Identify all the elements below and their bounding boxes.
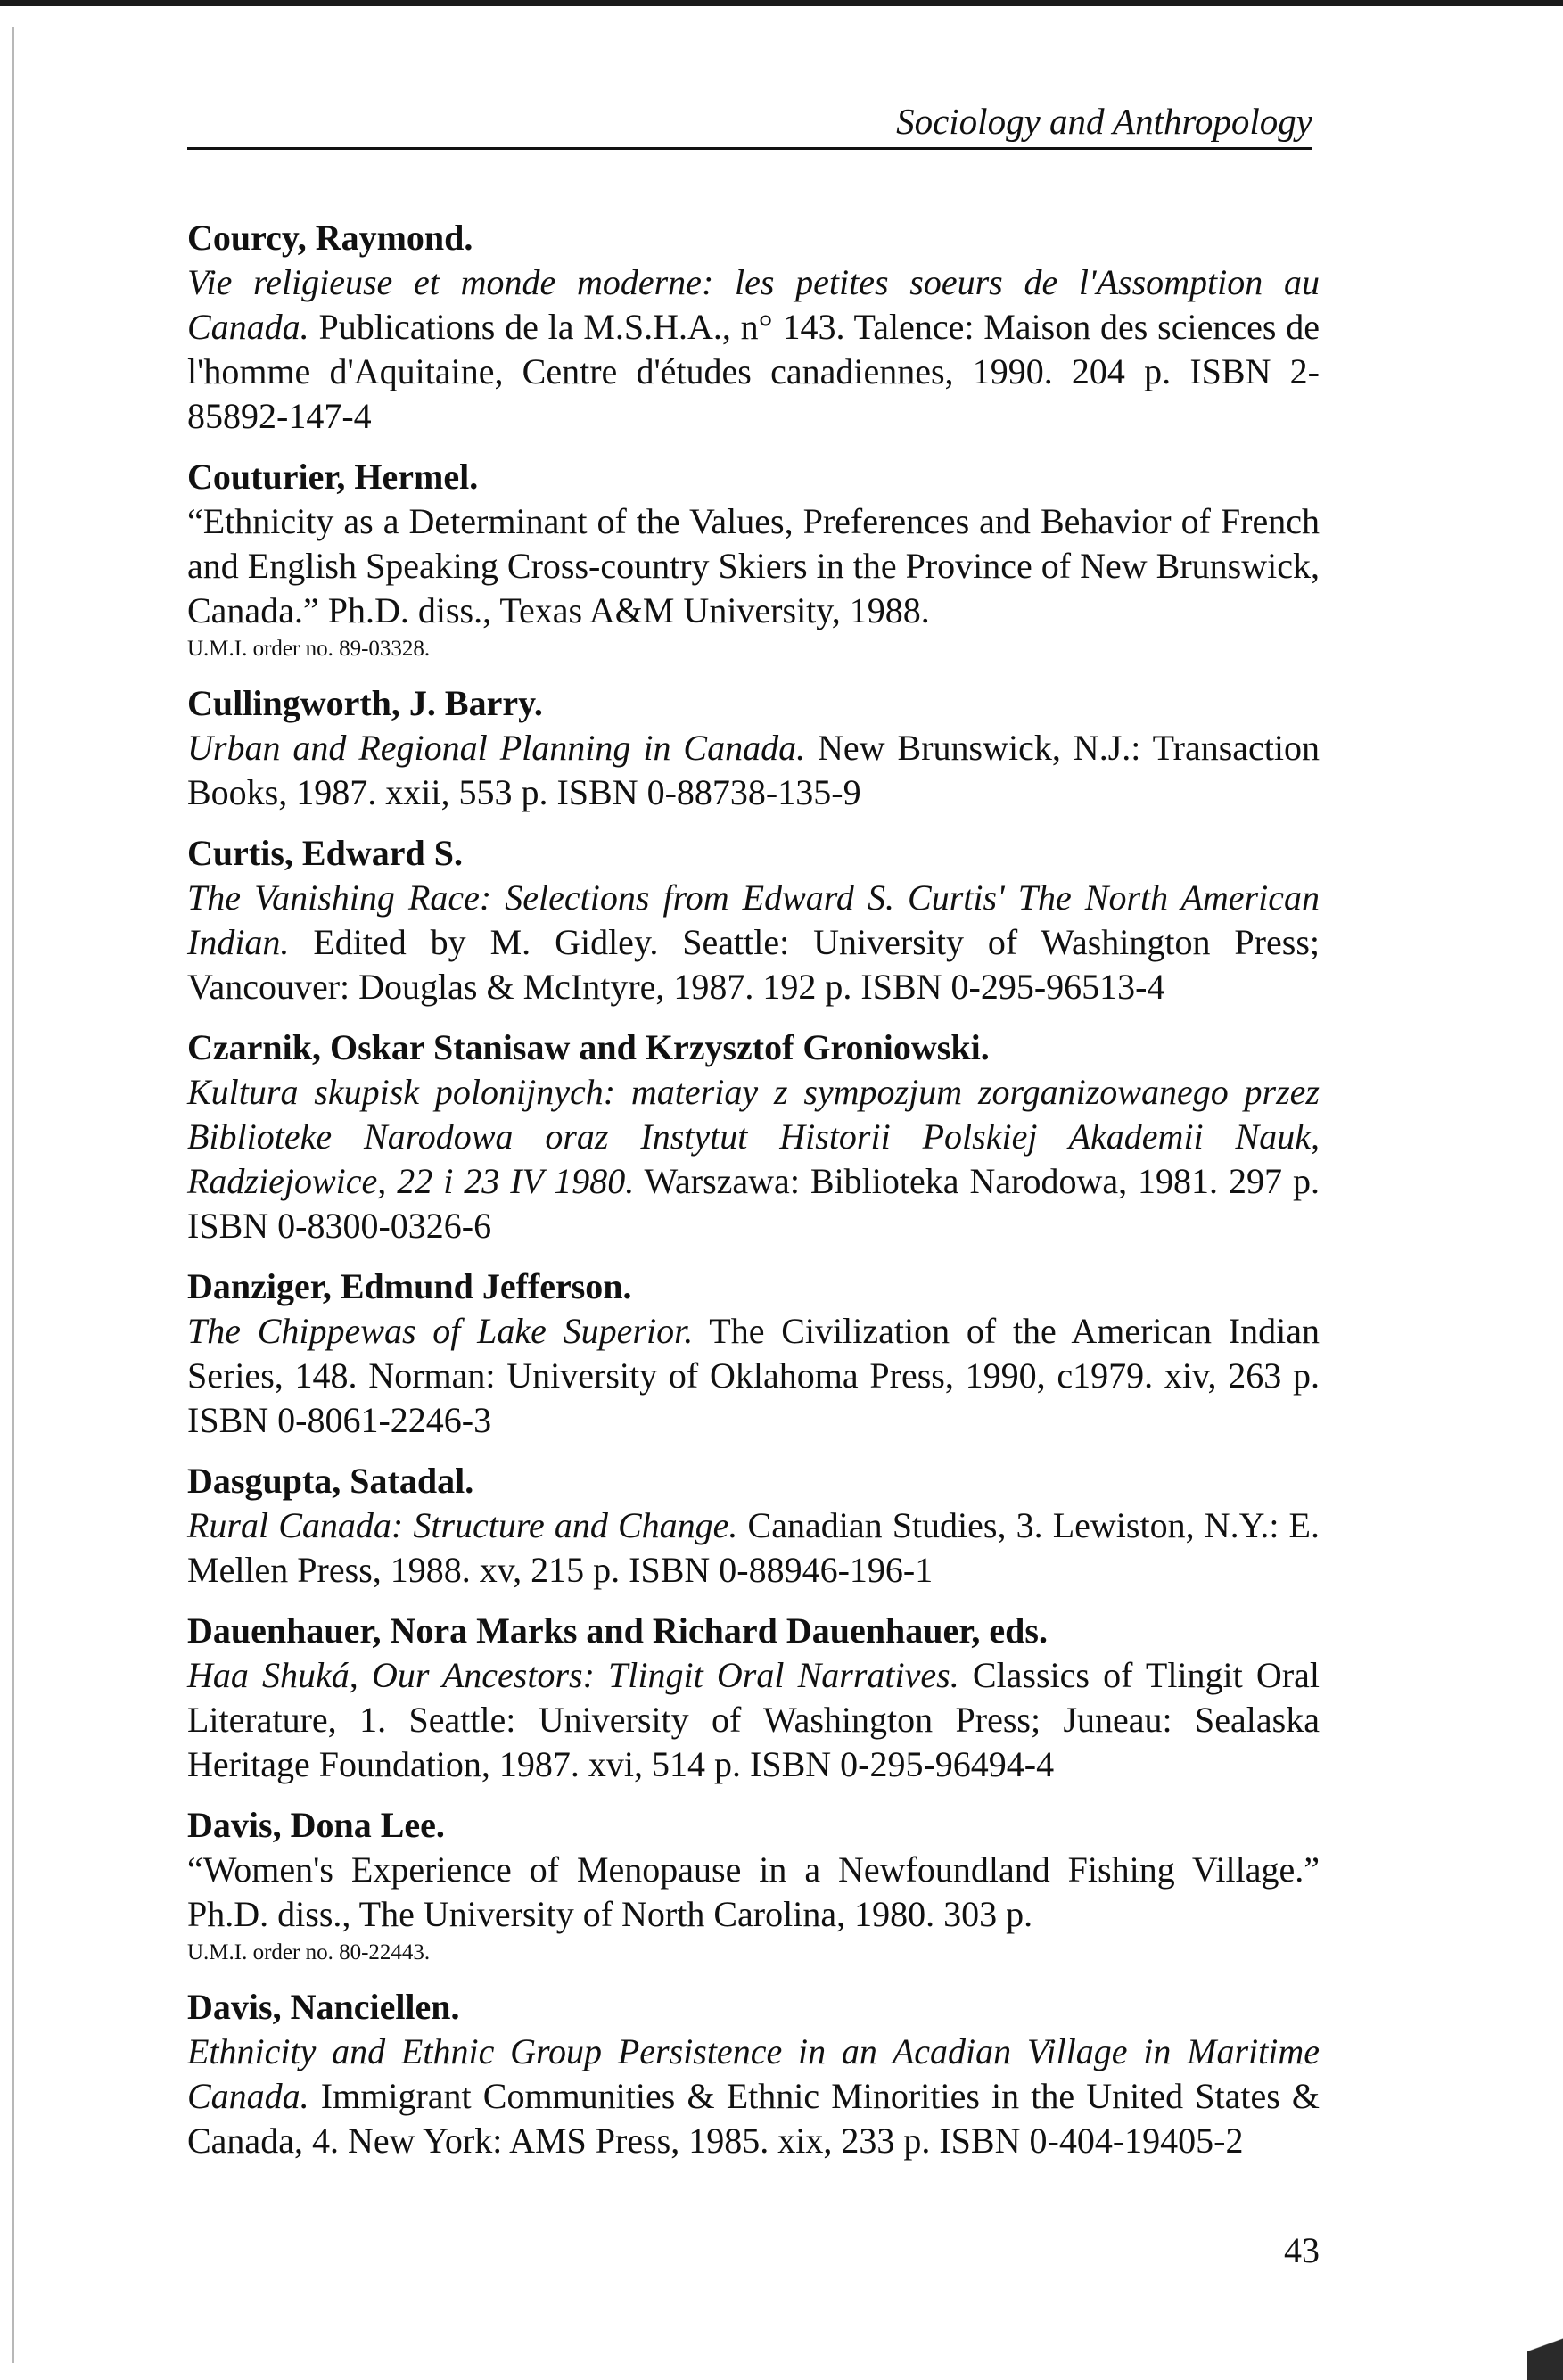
entry-author: Davis, Nanciellen.: [187, 1987, 460, 2027]
entry-title: Kultura skupisk polonijnych: materiay z sympozjum zorganizowanego przez Biblioteke Narodowa oraz Instytut Historii Polskiej Akademii Nauk, Radziejowice, 22 i 23 IV 1980.: [187, 1072, 1320, 1201]
entry-title: The Vanishing Race: Selections from Edward S. Curtis' The North American Indian.: [187, 877, 1320, 962]
entry-author: Courcy, Raymond.: [187, 218, 473, 258]
running-head: Sociology and Anthropology: [896, 101, 1312, 142]
entry-title: Ethnicity and Ethnic Group Persistence in an Acadian Village in Maritime Canada.: [187, 2031, 1320, 2116]
entry-details: The Civilization of the American Indian Series, 148. Norman: University of Oklahoma Press, 1990, c1979. xiv, 263 p. ISBN 0-8061-2246-3: [187, 1311, 1320, 1440]
entry-details: Publications de la M.S.H.A., n° 143. Talence: Maison des sciences de l'homme d'Aquitaine, Centre d'études canadiennes, 1990. 204 p. ISBN 2-85892-147-4: [187, 307, 1320, 436]
entry-details: “Ethnicity as a Determinant of the Values, Preferences and Behavior of French and English Speaking Cross-country Skiers in the Province of New Brunswick, Canada.” Ph.D. diss., Texas A&M University, 1988.: [187, 501, 1320, 630]
entry-citation: [187, 499, 1320, 633]
entry-details: Warszawa: Biblioteka Narodowa, 1981. 297 p. ISBN 0-8300-0326-6: [187, 1161, 1320, 1246]
entry-details: New Brunswick, N.J.: Transaction Books, 1987. xxii, 553 p. ISBN 0-88738-135-9: [187, 728, 1320, 812]
bibliography-entry: [187, 1803, 1320, 1969]
entry-citation: [187, 1653, 1320, 1787]
entry-title: Haa Shuká, Our Ancestors: Tlingit Oral Narratives.: [187, 1655, 959, 1695]
entry-author: Curtis, Edward S.: [187, 833, 463, 873]
entry-details: Edited by M. Gidley. Seattle: University of Washington Press; Vancouver: Douglas & McIntyre, 1987. 192 p. ISBN 0-295-96513-4: [187, 922, 1320, 1007]
page-number: 43: [1284, 2230, 1320, 2270]
bibliography-entry: [187, 681, 1320, 815]
entry-details: “Women's Experience of Menopause in a Newfoundland Fishing Village.” Ph.D. diss., The University of North Carolina, 1980. 303 p.: [187, 1849, 1320, 1934]
entry-citation: [187, 260, 1320, 439]
entry-details: Immigrant Communities & Ethnic Minorities in the United States & Canada, 4. New York: AMS Press, 1985. xix, 233 p. ISBN 0-404-19405-2: [187, 2076, 1320, 2161]
bibliography-entry: [187, 1985, 1320, 2163]
entry-author: Davis, Dona Lee.: [187, 1805, 445, 1845]
entry-title: The Chippewas of Lake Superior.: [187, 1311, 694, 1351]
entry-citation: [187, 1848, 1320, 1937]
scan-corner-shadow: [1527, 2300, 1563, 2380]
entry-author: Danziger, Edmund Jefferson.: [187, 1266, 632, 1306]
entry-author: Dauenhauer, Nora Marks and Richard Dauenhauer, eds.: [187, 1610, 1048, 1651]
bibliography-entry: [187, 1264, 1320, 1443]
entry-author: Couturier, Hermel.: [187, 457, 479, 497]
entry-citation: [187, 1070, 1320, 1248]
entry-citation: [187, 1309, 1320, 1443]
bibliography-entry: [187, 216, 1320, 439]
scan-edge-top: [0, 0, 1563, 6]
entry-title: Rural Canada: Structure and Change.: [187, 1505, 738, 1545]
bibliography-entry: [187, 831, 1320, 1009]
entry-citation: [187, 2030, 1320, 2163]
entry-title: Urban and Regional Planning in Canada.: [187, 728, 806, 768]
entry-details: Canadian Studies, 3. Lewiston, N.Y.: E. Mellen Press, 1988. xv, 215 p. ISBN 0-88946-196-1: [187, 1505, 1320, 1590]
bibliography-entry: [187, 455, 1320, 665]
entry-author: Dasgupta, Satadal.: [187, 1461, 474, 1501]
header-rule: [187, 147, 1312, 150]
entry-citation: [187, 876, 1320, 1009]
entry-author: Cullingworth, J. Barry.: [187, 683, 543, 723]
scan-edge-left: [12, 27, 14, 2363]
entry-order-note: U.M.I. order no. 80-22443.: [187, 1940, 431, 1964]
entry-title: Vie religieuse et monde moderne: les petites soeurs de l'Assomption au Canada.: [187, 262, 1320, 347]
bibliography-list: [187, 216, 1320, 2179]
bibliography-entry: [187, 1609, 1320, 1787]
bibliography-entry: [187, 1025, 1320, 1248]
bibliography-entry: [187, 1459, 1320, 1593]
entry-citation: [187, 1503, 1320, 1593]
entry-details: Classics of Tlingit Oral Literature, 1. Seattle: University of Washington Press; Juneau: Sealaska Heritage Foundation, 1987. xvi, 514 p. ISBN 0-295-96494-4: [187, 1655, 1320, 1784]
entry-citation: [187, 726, 1320, 815]
entry-author: Czarnik, Oskar Stanisaw and Krzysztof Groniowski.: [187, 1027, 990, 1067]
entry-order-note: U.M.I. order no. 89-03328.: [187, 637, 431, 661]
